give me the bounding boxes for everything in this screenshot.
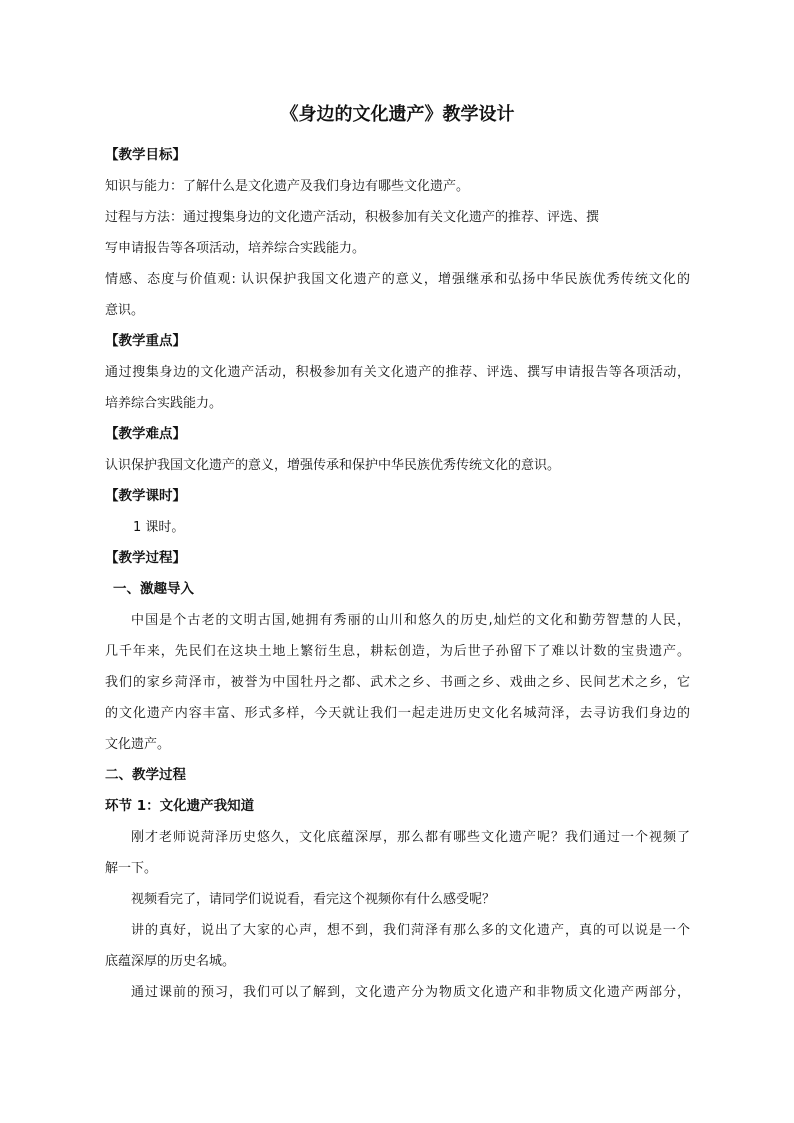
part1-heading: 一、激趣导入 (113, 581, 194, 597)
part2-heading: 二、教学过程 (105, 767, 186, 783)
key-point-line: 培养综合实践能力。 (105, 396, 223, 411)
objective-process-cont: 写申请报告等各项活动，培养综合实践能力。 (105, 241, 366, 256)
document-title: 《身边的文化遗产》教学设计 (280, 104, 515, 125)
difficulty-line: 认识保护我国文化遗产的意义，增强传承和保护中华民族优秀传统文化的意识。 (105, 458, 561, 473)
section1-paragraph-line: 通过课前的预习，我们可以了解到，文化遗产分为物质文化遗产和非物质文化遗产两部分， (131, 985, 690, 1000)
objectives-heading: 【教学目标】 (105, 147, 186, 163)
objective-attitude: 情感、态度与价值观: 认识保护我国文化遗产的意义，增强继承和弘扬中华民族优秀传统文化的 (105, 272, 690, 287)
hours-heading: 【教学课时】 (105, 488, 186, 504)
section1-paragraph-line: 底蕴深厚的历史名城。 (105, 954, 236, 969)
part1-paragraph-line: 几千年来，先民们在这块土地上繁衍生息，耕耘创造，为后世子孙留下了难以计数的宝贵遗产。 (105, 644, 690, 659)
part1-paragraph-line: 文化遗产。 (105, 737, 171, 752)
key-points-heading: 【教学重点】 (105, 333, 186, 349)
hours-value: 1 课时。 (133, 520, 185, 535)
section1-paragraph-line: 刚才老师说菏泽历史悠久，文化底蕴深厚，那么都有哪些文化遗产呢？我们通过一个视频了 (131, 830, 690, 845)
objective-attitude-cont: 意识。 (105, 303, 145, 318)
key-point-line: 通过搜集身边的文化遗产活动，积极参加有关文化遗产的推荐、评选、撰写申请报告等各项活动， (105, 365, 690, 380)
document-body (105, 100, 690, 1008)
difficulties-heading: 【教学难点】 (105, 426, 186, 442)
section1-heading: 环节 1：文化遗产我知道 (105, 798, 255, 814)
process-heading: 【教学过程】 (105, 550, 186, 566)
objective-knowledge: 知识与能力：了解什么是文化遗产及我们身边有哪些文化遗产。 (105, 179, 470, 194)
objective-process: 过程与方法：通过搜集身边的文化遗产活动，积极参加有关文化遗产的推荐、评选、撰 (105, 210, 600, 225)
section1-paragraph-line: 讲的真好，说出了大家的心声，想不到，我们菏泽有那么多的文化遗产，真的可以说是一个 (131, 923, 690, 938)
section1-paragraph-line: 解一下。 (105, 861, 158, 876)
section1-paragraph-line: 视频看完了，请同学们说说看，看完这个视频你有什么感受呢？ (131, 892, 496, 907)
part1-paragraph-line: 中国是个古老的文明古国,她拥有秀丽的山川和悠久的历史,灿烂的文化和勤劳智慧的人民， (131, 613, 690, 628)
part1-paragraph-line: 我们的家乡菏泽市，被誉为中国牡丹之都、武术之乡、书画之乡、戏曲之乡、民间艺术之乡，它 (105, 675, 690, 690)
part1-paragraph-line: 的文化遗产内容丰富、形式多样，今天就让我们一起走进历史文化名城菏泽，去寻访我们身边的 (105, 706, 690, 721)
